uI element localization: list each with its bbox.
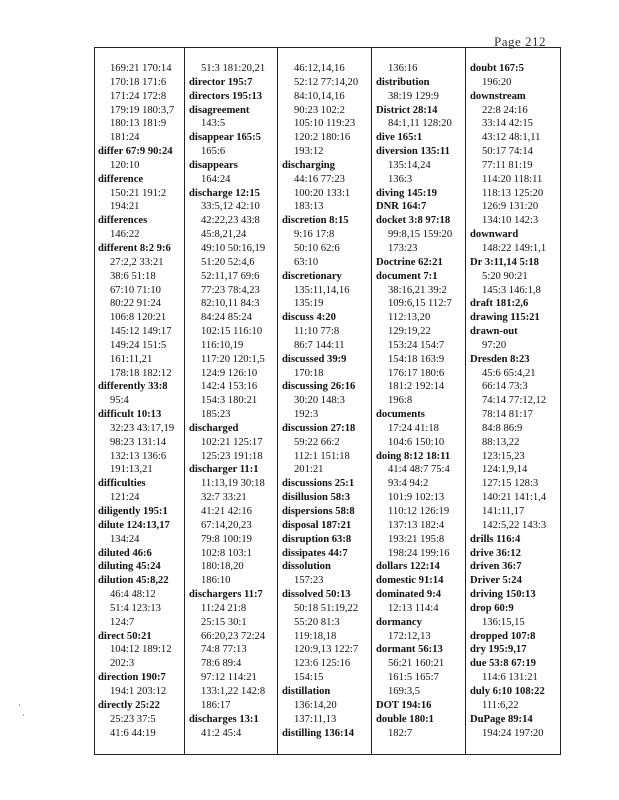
index-term: discharging [282, 159, 335, 171]
index-reference: 77:23 78:4,23 [201, 284, 260, 296]
index-reference: 170:18 171:6 [110, 76, 167, 88]
index-reference: 111:6,22 [482, 699, 519, 711]
index-reference: 186:10 [201, 575, 231, 587]
index-reference: 11:13,19 30:18 [201, 478, 265, 490]
index-reference: 169:21 170:14 [110, 63, 172, 74]
index-reference: 119:18,18 [294, 630, 337, 642]
index-term: diluted 46:6 [98, 547, 152, 559]
index-reference: 112:1 151:18 [294, 450, 350, 462]
index-reference: 5:20 90:21 [482, 270, 528, 282]
index-reference: 154:3 180:21 [201, 395, 258, 407]
index-reference: 180:18,20 [201, 561, 244, 573]
index-term: double 180:1 [376, 713, 434, 725]
index-term: discharge 12:15 [189, 187, 260, 199]
index-term: driving 150:13 [470, 589, 536, 601]
index-reference: 126:9 131:20 [482, 201, 539, 213]
index-reference: 194:21 [110, 201, 140, 213]
index-reference: 105:10 119:23 [294, 118, 356, 130]
index-reference: 33:5,12 42:10 [201, 201, 260, 213]
index-reference: 67:10 71:10 [110, 284, 161, 296]
index-reference: 154:18 163:9 [388, 353, 445, 365]
index-reference: 9:16 17:8 [294, 229, 335, 241]
index-term: distribution [376, 76, 430, 88]
index-term: disillusion 58:3 [282, 492, 351, 504]
index-reference: 116:10,19 [201, 339, 244, 351]
index-reference: 170:18 [294, 367, 324, 379]
index-reference: 52:12 77:14,20 [294, 76, 359, 88]
index-reference: 198:24 199:16 [388, 547, 450, 559]
index-reference: 201:21 [294, 464, 324, 476]
index-term: DOT 194:16 [376, 699, 432, 711]
index-term: distillation [282, 685, 331, 697]
index-reference: 46:4 48:12 [110, 589, 156, 601]
index-reference: 134:24 [110, 533, 140, 545]
index-reference: 127:15 128:3 [482, 478, 539, 490]
index-reference: 140:21 141:1,4 [482, 492, 547, 504]
index-term: discussions 25:1 [282, 478, 355, 490]
index-term: difference [98, 173, 144, 185]
index-term: District 28:14 [376, 104, 438, 116]
index-reference: 22:8 24:16 [482, 104, 528, 116]
index-reference: 196:20 [482, 76, 512, 88]
index-term: drop 60:9 [470, 602, 514, 614]
index-term: dropped 107:8 [470, 630, 536, 642]
index-reference: 142:4 153:16 [201, 381, 258, 393]
index-reference: 38:6 51:18 [110, 270, 156, 282]
index-reference: 114:6 131:21 [482, 672, 538, 684]
index-reference: 104:6 150:10 [388, 436, 445, 448]
index-reference: 97:12 114:21 [201, 672, 257, 684]
index-reference: 84:10,14,16 [294, 90, 345, 102]
index-reference: 181:2 192:14 [388, 381, 445, 393]
index-reference: 80:22 91:24 [110, 298, 161, 310]
index-term: difficulties [98, 478, 146, 490]
index-reference: 137:11,13 [294, 713, 337, 725]
index-reference: 84:1,11 128:20 [388, 118, 452, 130]
index-term: disruption 63:8 [282, 533, 352, 545]
index-reference: 93:4 94:2 [388, 478, 429, 490]
index-reference: 17:24 41:18 [388, 422, 439, 434]
index-reference: 112:13,20 [388, 312, 431, 324]
index-reference: 25:23 37:5 [110, 713, 156, 725]
index-term: discharged [189, 422, 239, 434]
index-reference: 38:16,21 39:2 [388, 284, 447, 296]
index-reference: 51:20 52:4,6 [201, 256, 255, 268]
index-reference: 99:8,15 159:20 [388, 229, 453, 241]
index-reference: 165:6 [201, 146, 226, 158]
index-reference: 41:4 48:7 75:4 [388, 464, 450, 476]
index-term: dissipates 44:7 [282, 547, 348, 559]
index-reference: 41:6 44:19 [110, 727, 156, 739]
index-term: DuPage 89:14 [470, 713, 533, 725]
index-reference: 118:13 125:20 [482, 187, 544, 199]
index-reference: 41:2 45:4 [201, 727, 242, 739]
index-reference: 55:20 81:3 [294, 616, 340, 628]
index-term: differently 33:8 [98, 381, 168, 393]
index-reference: 11:10 77:8 [294, 326, 340, 338]
index-reference: 38:19 129:9 [388, 90, 439, 102]
index-reference: 98:23 131:14 [110, 436, 167, 448]
index-term: dissolution [282, 561, 331, 573]
index-reference: 137:13 182:4 [388, 519, 445, 531]
index-reference: 132:13 136:6 [110, 450, 167, 462]
index-reference: 150:21 191:2 [110, 187, 167, 199]
index-term: differ 67:9 90:24 [98, 146, 173, 158]
index-term: directly 25:22 [98, 699, 160, 711]
index-reference: 146:22 [110, 229, 140, 241]
index-reference: 135:14,24 [388, 159, 431, 171]
index-reference: 42:22,23 43:8 [201, 215, 260, 227]
index-reference: 95:4 [110, 395, 129, 407]
index-term: direction 190:7 [98, 672, 166, 684]
index-term: doing 8:12 18:11 [376, 450, 451, 462]
index-term: draft 181:2,6 [470, 298, 529, 310]
index-term: diluting 45:24 [98, 561, 161, 573]
index-reference: 135:19 [294, 298, 324, 310]
index-reference: 66:14 73:3 [482, 381, 528, 393]
index-term: dischargers 11:7 [189, 589, 263, 601]
index-reference: 78:6 89:4 [201, 658, 242, 670]
index-reference: 86:7 144:11 [294, 339, 345, 351]
index-reference: 106:8 120:21 [110, 312, 167, 324]
index-term: disposal 187:21 [282, 519, 352, 531]
index-reference: 46:12,14,16 [294, 63, 345, 74]
index-reference: 142:5,22 143:3 [482, 519, 547, 531]
index-reference: 149:24 151:5 [110, 339, 167, 351]
index-term: dilute 124:13,17 [98, 519, 170, 531]
index-reference: 30:20 148:3 [294, 395, 345, 407]
index-reference: 181:24 [110, 132, 140, 144]
index-reference: 161:5 165:7 [388, 672, 439, 684]
index-reference: 194:24 197:20 [482, 727, 544, 739]
index-reference: 179:19 180:3,7 [110, 104, 175, 116]
index-reference: 164:24 [201, 173, 231, 185]
index-term: drills 116:4 [470, 533, 521, 545]
index-term: drawn-out [470, 326, 518, 338]
index-reference: 84:8 86:9 [482, 422, 523, 434]
index-reference: 102:21 125:17 [201, 436, 263, 448]
index-column-2 [189, 62, 279, 740]
index-reference: 32:23 43:17,19 [110, 422, 175, 434]
index-reference: 171:24 172:8 [110, 90, 167, 102]
index-reference: 180:13 181:9 [110, 118, 167, 130]
index-term: docket 3:8 97:18 [376, 215, 451, 227]
index-reference: 202:3 [110, 658, 135, 670]
index-term: director 195:7 [189, 76, 253, 88]
index-reference: 120:2 180:16 [294, 132, 351, 144]
index-reference: 66:20,23 72:24 [201, 630, 266, 642]
index-term: doubt 167:5 [470, 63, 524, 74]
index-reference: 110:12 126:19 [388, 506, 450, 517]
index-reference: 114:20 118:11 [482, 173, 543, 185]
index-reference: 123:6 125:16 [294, 658, 351, 670]
index-term: drive 36:12 [470, 547, 521, 559]
page-number: Page 212 [494, 34, 547, 49]
index-reference: 50:17 74:14 [482, 146, 533, 158]
index-reference: 136:16 [388, 63, 418, 74]
index-reference: 117:20 120:1,5 [201, 353, 265, 365]
index-reference: 59:22 66:2 [294, 436, 340, 448]
index-term: dissolved 50:13 [282, 589, 351, 601]
index-reference: 129:19,22 [388, 326, 431, 338]
index-reference: 143:5 [201, 118, 226, 130]
margin-mark: · [18, 700, 21, 710]
index-reference: 120:10 [110, 159, 140, 171]
index-reference: 133:1,22 142:8 [201, 685, 266, 697]
index-reference: 157:23 [294, 575, 324, 587]
index-column-4 [376, 62, 466, 740]
index-term: dilution 45:8,22 [98, 575, 169, 587]
index-term: documents [376, 409, 425, 421]
index-reference: 183:13 [294, 201, 324, 213]
index-reference: 50:18 51:19,22 [294, 602, 359, 614]
index-reference: 136:3 [388, 173, 413, 185]
index-term: downstream [470, 90, 526, 102]
index-reference: 191:13,21 [110, 464, 153, 476]
index-reference: 52:11,17 69:6 [201, 270, 260, 282]
index-reference: 90:23 102:2 [294, 104, 345, 116]
index-term: discussion 27:18 [282, 422, 356, 434]
index-term: discharger 11:1 [189, 464, 259, 476]
index-term: domestic 91:14 [376, 575, 444, 587]
index-reference: 67:14,20,23 [201, 519, 252, 531]
index-term: document 7:1 [376, 270, 438, 282]
index-reference: 97:20 [482, 339, 507, 351]
index-term: discussing 26:16 [282, 381, 356, 393]
index-reference: 124:7 [110, 616, 135, 628]
index-term: dollars 122:14 [376, 561, 440, 573]
index-reference: 100:20 133:1 [294, 187, 351, 199]
index-term: Dresden 8:23 [470, 353, 530, 365]
index-reference: 74:14 77:12,12 [482, 395, 547, 407]
index-term: dry 195:9,17 [470, 644, 527, 656]
index-reference: 44:16 77:23 [294, 173, 345, 185]
index-reference: 102:15 116:10 [201, 326, 263, 338]
index-reference: 41:21 42:16 [201, 506, 252, 517]
index-term: directors 195:13 [189, 90, 263, 102]
index-reference: 78:14 81:17 [482, 409, 533, 421]
index-reference: 145:3 146:1,8 [482, 284, 541, 296]
index-column-5 [470, 62, 560, 740]
index-reference: 51:3 181:20,21 [201, 63, 266, 74]
index-reference: 79:8 100:19 [201, 533, 252, 545]
index-reference: 109:6,15 112:7 [388, 298, 452, 310]
index-reference: 33:14 42:15 [482, 118, 533, 130]
index-reference: 84:24 85:24 [201, 312, 252, 324]
index-reference: 104:12 189:12 [110, 644, 172, 656]
index-reference: 185:23 [201, 409, 231, 421]
index-reference: 196:8 [388, 395, 413, 407]
index-reference: 193:21 195:8 [388, 533, 445, 545]
index-column-1 [98, 62, 188, 740]
index-term: diving 145:19 [376, 187, 437, 199]
index-reference: 88:13,22 [482, 436, 520, 448]
index-reference: 194:1 203:12 [110, 685, 167, 697]
index-term: disappear 165:5 [189, 132, 261, 144]
index-reference: 120:9,13 122:7 [294, 644, 359, 656]
index-reference: 102:8 103:1 [201, 547, 252, 559]
index-term: discretion 8:15 [282, 215, 349, 227]
index-reference: 193:12 [294, 146, 324, 158]
index-term: Doctrine 62:21 [376, 256, 443, 268]
index-term: due 53:8 67:19 [470, 658, 536, 670]
index-term: DNR 164:7 [376, 201, 427, 213]
index-term: dive 165:1 [376, 132, 423, 144]
index-reference: 63:10 [294, 256, 319, 268]
index-column-3 [282, 62, 372, 740]
index-reference: 154:15 [294, 672, 324, 684]
index-term: dispersions 58:8 [282, 506, 355, 517]
index-term: dominated 9:4 [376, 589, 442, 601]
index-term: distilling 136:14 [282, 727, 355, 739]
index-reference: 161:11,21 [110, 353, 153, 365]
index-reference: 176:17 180:6 [388, 367, 445, 379]
index-reference: 50:10 62:6 [294, 242, 340, 254]
index-reference: 124:1,9,14 [482, 464, 528, 476]
index-reference: 121:24 [110, 492, 140, 504]
index-reference: 153:24 154:7 [388, 339, 445, 351]
index-reference: 125:23 191:18 [201, 450, 263, 462]
index-term: discharges 13:1 [189, 713, 259, 725]
index-reference: 49:10 50:16,19 [201, 242, 266, 254]
index-reference: 141:11,17 [482, 506, 525, 517]
index-reference: 43:12 48:1,11 [482, 132, 541, 144]
index-term: discuss 4:20 [282, 312, 336, 324]
index-term: disagreement [189, 104, 250, 116]
index-reference: 45:8,21,24 [201, 229, 247, 241]
index-reference: 25:15 30:1 [201, 616, 247, 628]
index-term: direct 50:21 [98, 630, 152, 642]
index-reference: 148:22 149:1,1 [482, 242, 547, 254]
index-reference: 27:2,2 33:21 [110, 256, 164, 268]
index-reference: 136:15,15 [482, 616, 525, 628]
index-reference: 134:10 142:3 [482, 215, 539, 227]
index-reference: 56:21 160:21 [388, 658, 445, 670]
index-reference: 51:4 123:13 [110, 602, 161, 614]
index-term: driven 36:7 [470, 561, 522, 573]
index-term: discretionary [282, 270, 342, 282]
index-term: different 8:2 9:6 [98, 242, 171, 254]
index-term: Driver 5:24 [470, 575, 522, 587]
index-reference: 11:24 21:8 [201, 602, 247, 614]
index-term: dormancy [376, 616, 422, 628]
index-term: duly 6:10 108:22 [470, 685, 545, 697]
index-reference: 136:14,20 [294, 699, 337, 711]
index-reference: 32:7 33:21 [201, 492, 247, 504]
index-reference: 12:13 114:4 [388, 602, 439, 614]
index-reference: 192:3 [294, 409, 319, 421]
index-reference: 172:12,13 [388, 630, 431, 642]
index-term: diversion 135:11 [376, 146, 450, 158]
index-reference: 169:3,5 [388, 685, 421, 697]
index-term: downward [470, 229, 519, 241]
index-term: Dr 3:11,14 5:18 [470, 256, 539, 268]
index-reference: 135:11,14,16 [294, 284, 350, 296]
index-reference: 182:7 [388, 727, 413, 739]
index-reference: 173:23 [388, 242, 418, 254]
index-reference: 124:9 126:10 [201, 367, 258, 379]
index-term: difficult 10:13 [98, 409, 162, 421]
index-term: drawing 115:21 [470, 312, 540, 324]
index-term: diligently 195:1 [98, 506, 168, 517]
index-term: discussed 39:9 [282, 353, 347, 365]
index-reference: 101:9 102:13 [388, 492, 445, 504]
index-reference: 45:6 65:4,21 [482, 367, 536, 379]
index-reference: 186:17 [201, 699, 231, 711]
index-reference: 178:18 182:12 [110, 367, 172, 379]
index-reference: 145:12 149:17 [110, 326, 172, 338]
index-reference: 77:11 81:19 [482, 159, 533, 171]
margin-mark: · [22, 710, 25, 720]
index-reference: 74:8 77:13 [201, 644, 247, 656]
index-reference: 82:10,11 84:3 [201, 298, 260, 310]
index-reference: 123:15,23 [482, 450, 525, 462]
index-term: dormant 56:13 [376, 644, 443, 656]
index-term: differences [98, 215, 148, 227]
index-term: disappears [189, 159, 238, 171]
